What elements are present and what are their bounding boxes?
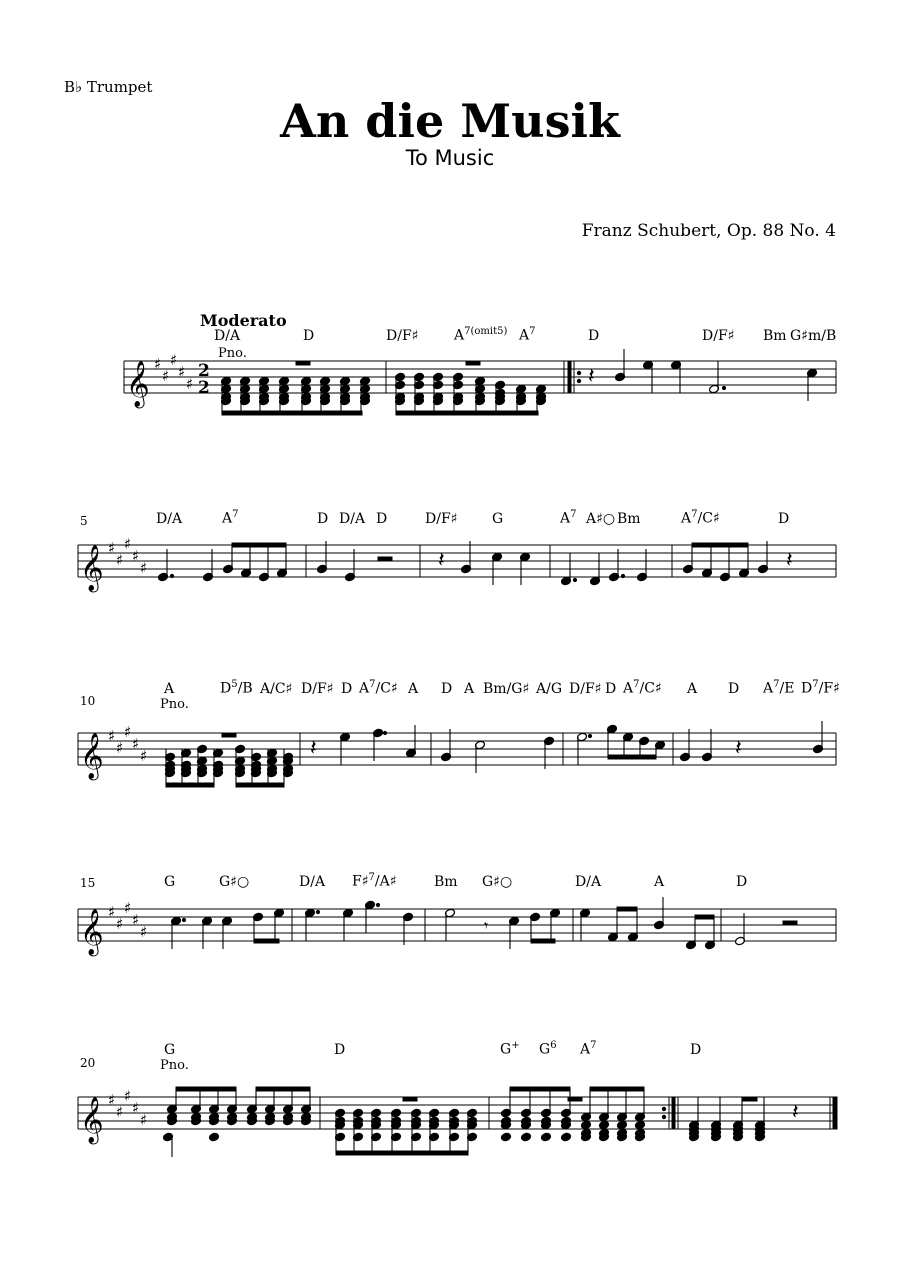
piano-cue-label: Pno.: [160, 697, 189, 712]
treble-clef: 𝄞: [80, 1097, 104, 1143]
chord-symbol: G+: [500, 1040, 520, 1058]
chord-symbol: $G^6$: [539, 1040, 557, 1058]
beam: [254, 939, 279, 943]
key-sharp: ♯: [178, 363, 186, 381]
measure-number: 15: [80, 876, 96, 890]
piece-subtitle: To Music: [405, 146, 495, 170]
treble-clef: 𝄞: [80, 733, 104, 779]
chord-symbol: D/A: [339, 511, 366, 527]
chord-symbol: $A^7$: [519, 326, 536, 344]
whole-rest: [466, 361, 480, 365]
quarter-rest: 𝄽: [792, 1100, 799, 1125]
half-rest: [783, 921, 797, 925]
repeat-dot: [662, 1107, 665, 1110]
augmentation-dot: [376, 903, 379, 906]
chord-symbol: Bm: [434, 874, 458, 890]
chord-symbol: D/A: [575, 874, 602, 890]
augmentation-dot: [722, 386, 725, 389]
chord-symbol: $A^7/C♯$: [359, 679, 398, 697]
chord-symbol: $A^7$: [580, 1040, 597, 1058]
augmentation-dot: [573, 578, 576, 581]
chord-symbol: Bm: [763, 328, 787, 344]
key-sharp: ♯: [116, 1103, 124, 1121]
cue-notehead: [617, 1120, 628, 1130]
chord-symbol: $A^7/C♯$: [681, 509, 720, 527]
augmentation-dot: [621, 574, 624, 577]
augmentation-dot: [588, 734, 591, 737]
chord-symbol: D/A: [156, 511, 183, 527]
chord-symbol: A: [687, 681, 698, 697]
beam: [608, 755, 656, 759]
key-sharp: ♯: [186, 375, 194, 393]
chord-symbol: D: [588, 328, 600, 344]
augmentation-dot: [316, 910, 319, 913]
chord-symbol: $D^7/F♯$: [801, 679, 840, 697]
piece-title: An die Musik: [280, 94, 620, 148]
chord-symbol: D: [303, 328, 315, 344]
chord-symbol: D/F♯: [425, 511, 458, 527]
repeat-bar-thick: [672, 1097, 675, 1129]
chord-symbol: G: [164, 874, 176, 890]
chord-symbol: $A^7/E$: [763, 679, 795, 697]
chord-symbol: D/A: [214, 328, 241, 344]
chord-symbol: D/F♯: [301, 681, 334, 697]
chord-symbol: D: [778, 511, 790, 527]
beam: [590, 1087, 644, 1091]
chord-symbol: D: [376, 511, 388, 527]
quarter-rest: 𝄽: [588, 364, 595, 389]
chord-symbol: $D^5/B$: [220, 679, 253, 697]
key-sharp: ♯: [108, 539, 116, 557]
chord-symbol: A♯○: [586, 511, 616, 527]
chord-symbol: $A^7$: [222, 509, 239, 527]
chord-symbol: D: [334, 1042, 346, 1058]
key-sharp: ♯: [124, 899, 132, 917]
quarter-rest: 𝄽: [786, 548, 793, 573]
cue-notehead: [599, 1120, 610, 1130]
cue-notehead: [561, 1132, 572, 1142]
beam: [336, 1151, 468, 1155]
chord-symbol: F♯$^7$/A♯: [352, 872, 397, 890]
key-sharp: ♯: [124, 535, 132, 553]
beam: [222, 411, 362, 415]
cue-notehead: [501, 1132, 512, 1142]
key-sharp: ♯: [132, 547, 140, 565]
beam: [510, 1087, 570, 1091]
key-sharp: ♯: [140, 559, 148, 577]
key-sharp: ♯: [132, 1099, 140, 1117]
chord-symbol: G♯○: [219, 874, 250, 890]
repeat-dot: [577, 371, 580, 374]
chord-symbol: Bm/G♯: [483, 681, 530, 697]
beam: [531, 939, 555, 943]
chord-symbol: $A^{7(omit5)}$: [454, 326, 508, 344]
treble-clef: 𝄞: [80, 545, 104, 591]
cue-notehead: [581, 1120, 592, 1130]
chord-symbol: $A^7/C♯$: [623, 679, 662, 697]
piano-cue-label: Pno.: [160, 1058, 189, 1073]
chord-symbol: D: [736, 874, 748, 890]
beam: [692, 543, 748, 547]
eighth-rest: 𝄾: [484, 916, 489, 935]
key-sharp: ♯: [140, 747, 148, 765]
key-sharp: ♯: [124, 723, 132, 741]
chord-symbol: D: [441, 681, 453, 697]
whole-rest: [403, 1097, 417, 1101]
key-sharp: ♯: [140, 923, 148, 941]
tempo-marking: Moderato: [200, 311, 287, 330]
beam: [236, 783, 284, 787]
cue-notehead: [209, 1132, 220, 1142]
measure-number: 5: [80, 514, 88, 528]
chord-symbol: A: [464, 681, 475, 697]
chord-symbol: D: [605, 681, 617, 697]
whole-rest: [222, 733, 236, 737]
chord-symbol: $A^7$: [560, 509, 577, 527]
measure-number: 20: [80, 1056, 96, 1070]
chord-symbol: D/A: [299, 874, 326, 890]
quarter-rest: 𝄽: [735, 736, 742, 761]
chord-symbol: G: [492, 511, 504, 527]
quarter-rest: 𝄽: [438, 548, 445, 573]
key-sharp: ♯: [108, 727, 116, 745]
final-barline: [833, 1097, 837, 1129]
augmentation-dot: [383, 731, 386, 734]
beam: [617, 907, 637, 911]
chord-symbol: D: [341, 681, 353, 697]
key-sharp: ♯: [116, 551, 124, 569]
beam: [176, 1087, 236, 1091]
beam: [166, 783, 214, 787]
time-signature: 2: [198, 361, 210, 381]
beam: [695, 915, 714, 919]
measure-number: 10: [80, 694, 96, 708]
key-sharp: ♯: [154, 355, 162, 373]
chord-symbol: A: [164, 681, 175, 697]
chord-symbol: D/F♯: [569, 681, 602, 697]
whole-rest: [296, 361, 310, 365]
chord-symbol: D: [728, 681, 740, 697]
key-sharp: ♯: [132, 911, 140, 929]
augmentation-dot: [170, 574, 173, 577]
chord-symbol: Bm: [617, 511, 641, 527]
key-sharp: ♯: [116, 915, 124, 933]
chord-symbol: G♯m/B: [790, 328, 837, 344]
augmentation-dot: [182, 918, 185, 921]
key-sharp: ♯: [140, 1111, 148, 1129]
cue-notehead: [521, 1132, 532, 1142]
composer-credit: Franz Schubert, Op. 88 No. 4: [581, 221, 836, 241]
key-sharp: ♯: [116, 739, 124, 757]
chord-symbol: G: [164, 1042, 176, 1058]
chord-symbol: A/G: [536, 681, 563, 697]
beam: [396, 411, 538, 415]
chord-symbol: D/F♯: [386, 328, 419, 344]
chord-symbol: A: [654, 874, 665, 890]
treble-clef: 𝄞: [80, 909, 104, 955]
half-rest: [378, 557, 392, 561]
chord-symbol: A: [408, 681, 419, 697]
key-sharp: ♯: [124, 1087, 132, 1105]
cue-notehead: [541, 1132, 552, 1142]
repeat-bar-thick: [568, 361, 571, 393]
instrument-name: B♭ Trumpet: [64, 78, 153, 96]
chord-symbol: D: [690, 1042, 702, 1058]
time-signature: 2: [198, 378, 210, 398]
repeat-dot: [577, 379, 580, 382]
quarter-rest: 𝄽: [310, 736, 317, 761]
key-sharp: ♯: [108, 903, 116, 921]
key-sharp: ♯: [108, 1091, 116, 1109]
key-sharp: ♯: [170, 351, 178, 369]
key-sharp: ♯: [132, 735, 140, 753]
chord-symbol: G♯○: [482, 874, 513, 890]
beam: [256, 1087, 310, 1091]
chord-symbol: A/C♯: [260, 681, 293, 697]
piano-cue-label: Pno.: [218, 346, 247, 361]
cue-notehead: [635, 1120, 646, 1130]
chord-symbol: D: [317, 511, 329, 527]
treble-clef: 𝄞: [126, 361, 150, 407]
beam: [232, 543, 286, 547]
key-sharp: ♯: [162, 367, 170, 385]
whole-rest: [743, 1097, 757, 1101]
chord-symbol: D/F♯: [702, 328, 735, 344]
repeat-dot: [662, 1115, 665, 1118]
